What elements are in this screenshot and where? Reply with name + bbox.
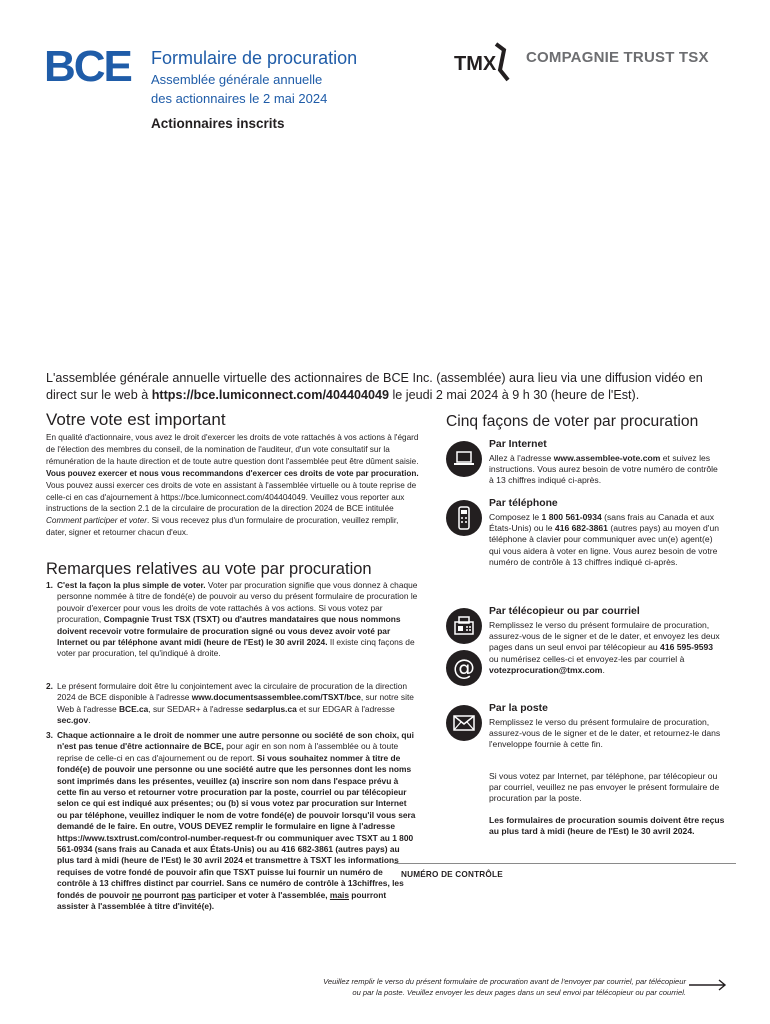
documents-link[interactable]: www.documentsassemblee.com/TSXT/bce	[191, 692, 361, 703]
note-1-text: Voter par procuration signifie que vous donnez à chaque personne nommée à titre de fondé(e) de pouvoir au verso du présent formulaire de procuration le pouvoir d'exercer pour vous les droits de vote rattachés à vos actions. Si vous votez par procuration,	[57, 580, 418, 625]
method-text: (autres pays) au moyen d'un téléphone à clavier pour communiquer avec un(e) agent(e) qui vous aidera à voter en ligne. Vous aurez besoin de votre numéro de contrôle à 13 chiffres indiqué ci-après.	[489, 523, 719, 567]
meeting-subtitle-line1: Assemblée générale annuelle	[151, 72, 323, 87]
note-1-bold: Compagnie Trust TSX (TSXT) ou d'autres mandataires que nous nommons doivent recevoir votre formulaire de procuration signé ou vous devez avoir voté par Internet ou par téléphone avant midi (heure de l'Est) le 30 avril 2024.	[57, 614, 401, 648]
method-text: Allez à l'adresse	[489, 453, 554, 463]
control-number-box	[394, 863, 736, 888]
method-title: Par télécopieur ou par courriel	[489, 606, 640, 617]
note-3-lead: Chaque actionnaire a le droit de nommer une autre personne ou société de son choix, qui n'est pas tenue d'être actionnaire de BCE,	[57, 730, 414, 752]
intro-paragraph	[46, 370, 736, 404]
method-title: Par la poste	[489, 703, 548, 714]
bce-logo: BCE	[44, 42, 131, 91]
note-2-text3: , sur SEDAR+ à l'adresse	[148, 703, 246, 714]
note-number: 3.	[46, 730, 53, 740]
note-3-underline-ne: ne	[131, 889, 142, 900]
laptop-icon	[446, 441, 482, 477]
note-3-underline-pas: pas	[181, 889, 196, 900]
method-text: Remplissez le verso du présent formulaire de procuration, assurez-vous de le signer et de le dater, et envoyez les deux pages dans un seul envoi par télécopieur au	[489, 620, 720, 653]
note-2-text: Le présent formulaire doit être lu conjointement avec la circulaire de procuration de la direction 2024 de BCE disponible à l'adresse	[57, 681, 408, 703]
tmx-logo	[452, 40, 522, 84]
note-1-lead: C'est la façon la plus simple de voter.	[57, 580, 206, 590]
votre-vote-p2: Vous pouvez aussi exercer ces droits de vote en assistant à l'assemblée virtuelle ou à toute reprise de celle-ci en cas d'ajournement à	[46, 480, 417, 502]
note-number: 1.	[46, 580, 53, 590]
note-2-text2: , sur notre site Web à l'adresse	[57, 692, 414, 714]
note-1	[46, 580, 418, 660]
method-text: ou numérisez celles-ci et envoyez-les par courriel à	[489, 653, 685, 664]
method-telephone	[446, 498, 736, 598]
footer-line-2: ou par la poste. Veuillez envoyer les deux pages dans un seul envoi par télécopieur ou par courriel.	[352, 988, 686, 997]
votre-vote-body	[46, 432, 420, 539]
bce-website-link[interactable]: BCE.ca	[118, 703, 149, 714]
note-3	[46, 730, 418, 913]
note-3-underline-mais: mais	[329, 889, 349, 900]
footer-note	[250, 976, 686, 998]
deadline-note: Les formulaires de procuration soumis doivent être reçus au plus tard à midi (heure de l'Est) le 30 avril 2024.	[489, 815, 725, 837]
method-body	[489, 453, 724, 487]
meeting-link[interactable]: https://bce.lumiconnect.com/404404049	[151, 388, 389, 402]
votre-vote-heading: Votre vote est important	[46, 410, 226, 429]
note-number: 2.	[46, 681, 53, 691]
remarques-heading: Remarques relatives au vote par procuration	[46, 560, 372, 578]
method-title: Par Internet	[489, 439, 547, 450]
note-2-text5: .	[88, 715, 91, 726]
method-body: Remplissez le verso du présent formulaire de procuration, assurez-vous de le signer et de le dater, et retournez-le dans l'enveloppe fournie à cette fin.	[489, 717, 721, 750]
votre-vote-p1-bold: Vous pouvez exercer et nous vous recommandons d'exercer ces droits de vote par procuration.	[46, 468, 419, 478]
note-3-bold4: pourront assister à l'assemblée à titre d'invité(e).	[57, 889, 387, 912]
audience-heading: Actionnaires inscrits	[151, 116, 285, 131]
sec-link[interactable]: sec.gov	[57, 715, 89, 726]
votre-vote-p1: En qualité d'actionnaire, vous avez le droit d'exercer les droits de vote rattachés à vos actions à l'égard de l'élection des membres du conseil, de la nomination de l'auditeur, d'un vote consultatif sur la rémunération de la haute direction et de toute autre question dont l'assemblée peut être dûment saisie.	[46, 433, 419, 466]
form-title: Formulaire de procuration	[151, 48, 358, 68]
at-sign-icon: @	[446, 650, 482, 686]
intro-text: L'assemblée générale annuelle virtuelle des actionnaires de BCE Inc. (assemblée) aura lieu via une diffusion vidéo en direct sur le web à	[46, 371, 703, 402]
method-title: Par téléphone	[489, 498, 558, 509]
votre-vote-p4: . Si vous recevez plus d'un formulaire de procuration, veuillez remplir, dater, signer et retourner chacun d'eux.	[46, 516, 399, 538]
arrow-right-icon	[688, 977, 728, 993]
votre-vote-p3-italic: Comment participer et voter	[46, 516, 148, 526]
method-mail	[446, 703, 736, 767]
footer-line-1: Veuillez remplir le verso du présent formulaire de procuration avant de l'envoyer par courriel, par télécopieur	[323, 977, 686, 986]
note-3-bold2: pourront	[141, 889, 182, 900]
control-number-label: NUMÉRO DE CONTRÔLE	[401, 870, 503, 879]
phone-number-tollfree: 1 800 561-0934	[541, 512, 602, 522]
telephone-icon	[446, 500, 482, 536]
phone-number-international: 416 682-3861	[554, 523, 608, 534]
votre-vote-p3: . Veuillez vous reporter aux instructions de la section 2.1 de la circulaire de procuration de la direction 2024 de BCE intitulée	[46, 492, 405, 514]
cinq-facons-heading: Cinq façons de voter par procuration	[446, 413, 699, 430]
votre-vote-link[interactable]: https://bce.lumiconnect.com/404404049	[160, 492, 306, 502]
note-3-bold: Si vous souhaitez nommer à titre de fondé(e) de pouvoir une personne ou une société autre que les personnes dont les noms sont imprimés dans les présentes, veuillez (a) inscrire son nom dans l'espace prévu à cette fin au verso et retourner votre procuration par la poste, courriel ou par télécopieur selon ce qui est indiqué aux présentes; ou (b) si vous votez par procuration sur Internet ou par téléphone, veuillez indiquer le nom de votre fondé(e) de pouvoir lorsqu'il vous sera demandé de le faire. En outre, VOUS DEVEZ remplir le formulaire en ligne à l'adresse https://www.tsxtrust.com/control-number-request-fr ou communiquer avec TSXT au 1 800 561-0934 (sans frais au Canada et aux États-Unis) ou au 416 682-3861 (autres pays) au plus tard à midi (heure de l'Est) le 30 avril 2024 et transmettre à TSXT les informations requises de votre fondé de pouvoir afin que TSXT puisse lui fournir un numéro de contrôle à 13 chiffres distinct par courriel. Sans ce numéro de contrôle à 13chiffres, les fondés de pouvoir	[57, 752, 416, 900]
method-internet	[446, 439, 736, 499]
method-text: et suivez les instructions. Vous aurez besoin de votre numéro de contrôle à 13 chiffres indiqué ci-après.	[489, 453, 718, 486]
method-fax-email	[446, 606, 736, 702]
method-body	[489, 620, 724, 676]
envelope-icon	[446, 705, 482, 741]
note-1-end: Il existe cinq façons de voter par procuration, tel qu'indiqué à droite.	[57, 637, 415, 659]
method-text: Composez le	[489, 512, 542, 522]
fax-number: 416 595-9593	[660, 642, 714, 653]
trust-company-name: COMPAGNIE TRUST TSX	[526, 49, 709, 66]
method-body	[489, 512, 724, 568]
note-2	[46, 681, 418, 727]
method-text: .	[602, 664, 605, 675]
note-3-text: pour agir en son nom à l'assemblée ou à toute reprise de celle-ci en cas d'ajournement ou de report.	[57, 741, 399, 763]
tmx-logo-text: TMX	[454, 53, 497, 75]
intro-text-end: le jeudi 2 mai 2024 à 9 h 30 (heure de l'Est).	[388, 388, 640, 402]
proxy-email[interactable]: votezprocuration@tmx.com	[489, 664, 603, 675]
note-3-bold3: participer et voter à l'assemblée,	[195, 889, 330, 900]
no-mail-note: Si vous votez par Internet, par téléphone, par télécopieur ou par courriel, veuillez ne pas envoyer le présent formulaire de procuration par la poste.	[489, 771, 720, 804]
vote-website[interactable]: www.assemblee-vote.com	[553, 453, 661, 463]
note-2-text4: et sur EDGAR à l'adresse	[296, 703, 395, 714]
sedar-link[interactable]: sedarplus.ca	[245, 703, 297, 714]
meeting-subtitle-line2: des actionnaires le 2 mai 2024	[151, 91, 328, 106]
fax-icon	[446, 608, 482, 644]
method-text: (sans frais au Canada et aux États-Unis) ou le	[489, 512, 715, 534]
